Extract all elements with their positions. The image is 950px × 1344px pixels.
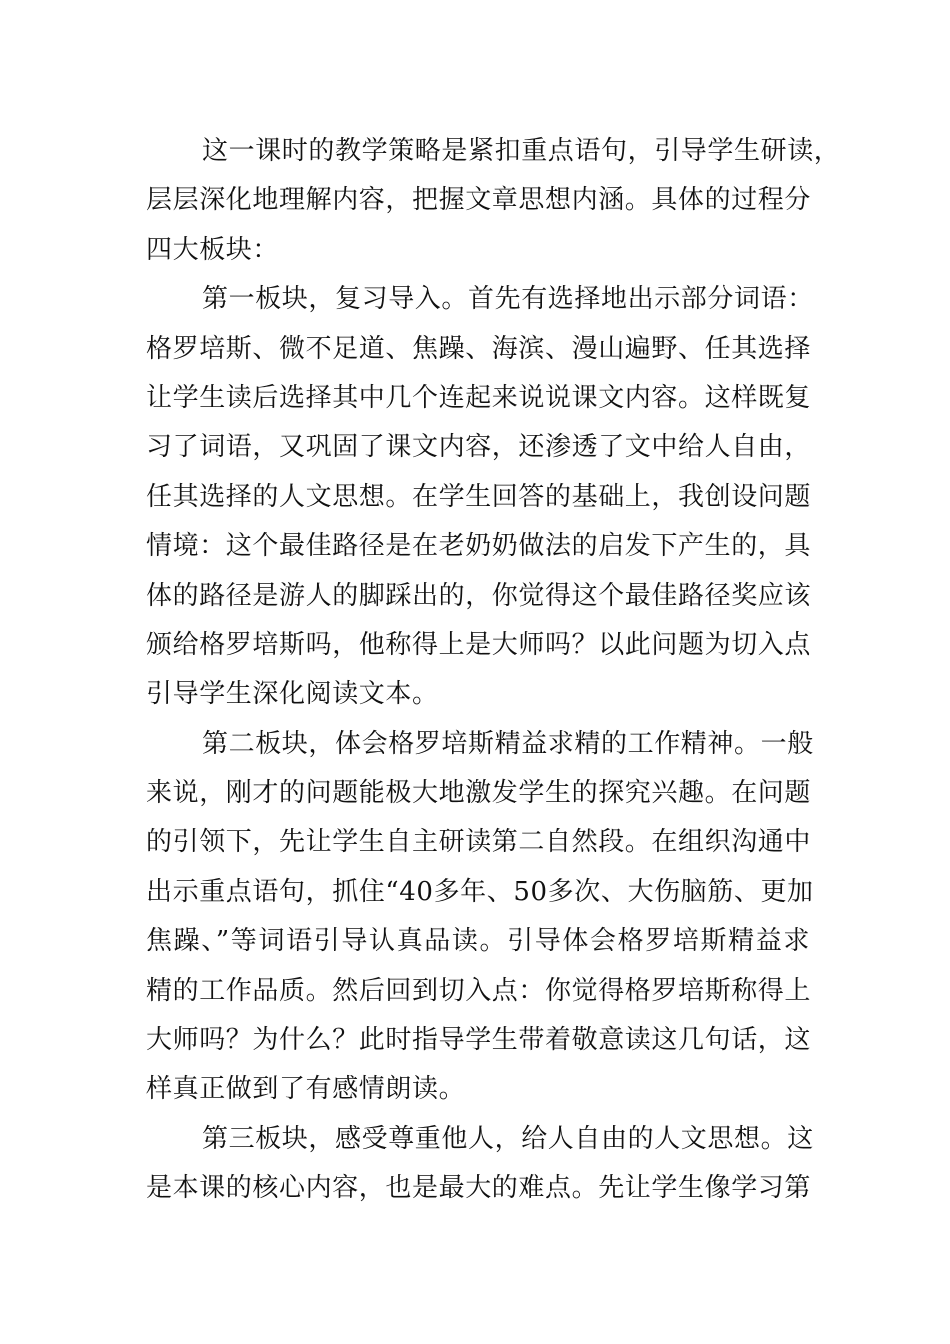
text-line: 第二板块，体会格罗培斯精益求精的工作精神。一般 [202, 728, 814, 759]
text-line: 大师吗？为什么？此时指导学生带着敬意读这几句话，这 [146, 1025, 812, 1056]
text-line: 第一板块，复习导入。首先有选择地出示部分词语： [202, 284, 814, 315]
text-line: 的引领下，先让学生自主研读第二自然段。在组织沟通中 [146, 827, 812, 858]
text-line: 这一课时的教学策略是紧扣重点语句，引导学生研读， [202, 136, 841, 166]
body-text [146, 127, 841, 1214]
text-line: 四大板块： [146, 234, 280, 265]
text-line: 习了词语，又巩固了课文内容，还渗透了文中给人自由， [146, 432, 812, 463]
text-line: 层层深化地理解内容，把握文章思想内涵。具体的过程分 [146, 185, 812, 216]
text-line: 情境：这个最佳路径是在老奶奶做法的启发下产生的，具 [146, 531, 812, 562]
text-line: 引导学生深化阅读文本。 [146, 679, 439, 710]
text-line: 样真正做到了有感情朗读。 [146, 1074, 466, 1105]
text-line: 精的工作品质。然后回到切入点：你觉得格罗培斯称得上 [146, 975, 812, 1006]
text-line: 出示重点语句，抓住“40多年、50多次、大伤脑筋、更加 [146, 876, 814, 907]
text-line: 体的路径是游人的脚踩出的，你觉得这个最佳路径奖应该 [146, 580, 812, 611]
text-line: 第三板块，感受尊重他人，给人自由的人文思想。这 [202, 1123, 814, 1154]
text-line: 任其选择的人文思想。在学生回答的基础上，我创设问题 [146, 481, 812, 512]
text-line: 让学生读后选择其中几个连起来说说课文内容。这样既复 [146, 382, 812, 413]
text-line: 来说，刚才的问题能极大地激发学生的探究兴趣。在问题 [146, 778, 812, 809]
text-line: 格罗培斯、微不足道、焦躁、海滨、漫山遍野、任其选择 [146, 333, 812, 364]
text-line: 是本课的核心内容，也是最大的难点。先让学生像学习第 [146, 1173, 812, 1204]
text-line: 颁给格罗培斯吗，他称得上是大师吗？以此问题为切入点 [146, 629, 812, 660]
text-line: 焦躁、”等词语引导认真品读。引导体会格罗培斯精益求 [146, 926, 810, 957]
